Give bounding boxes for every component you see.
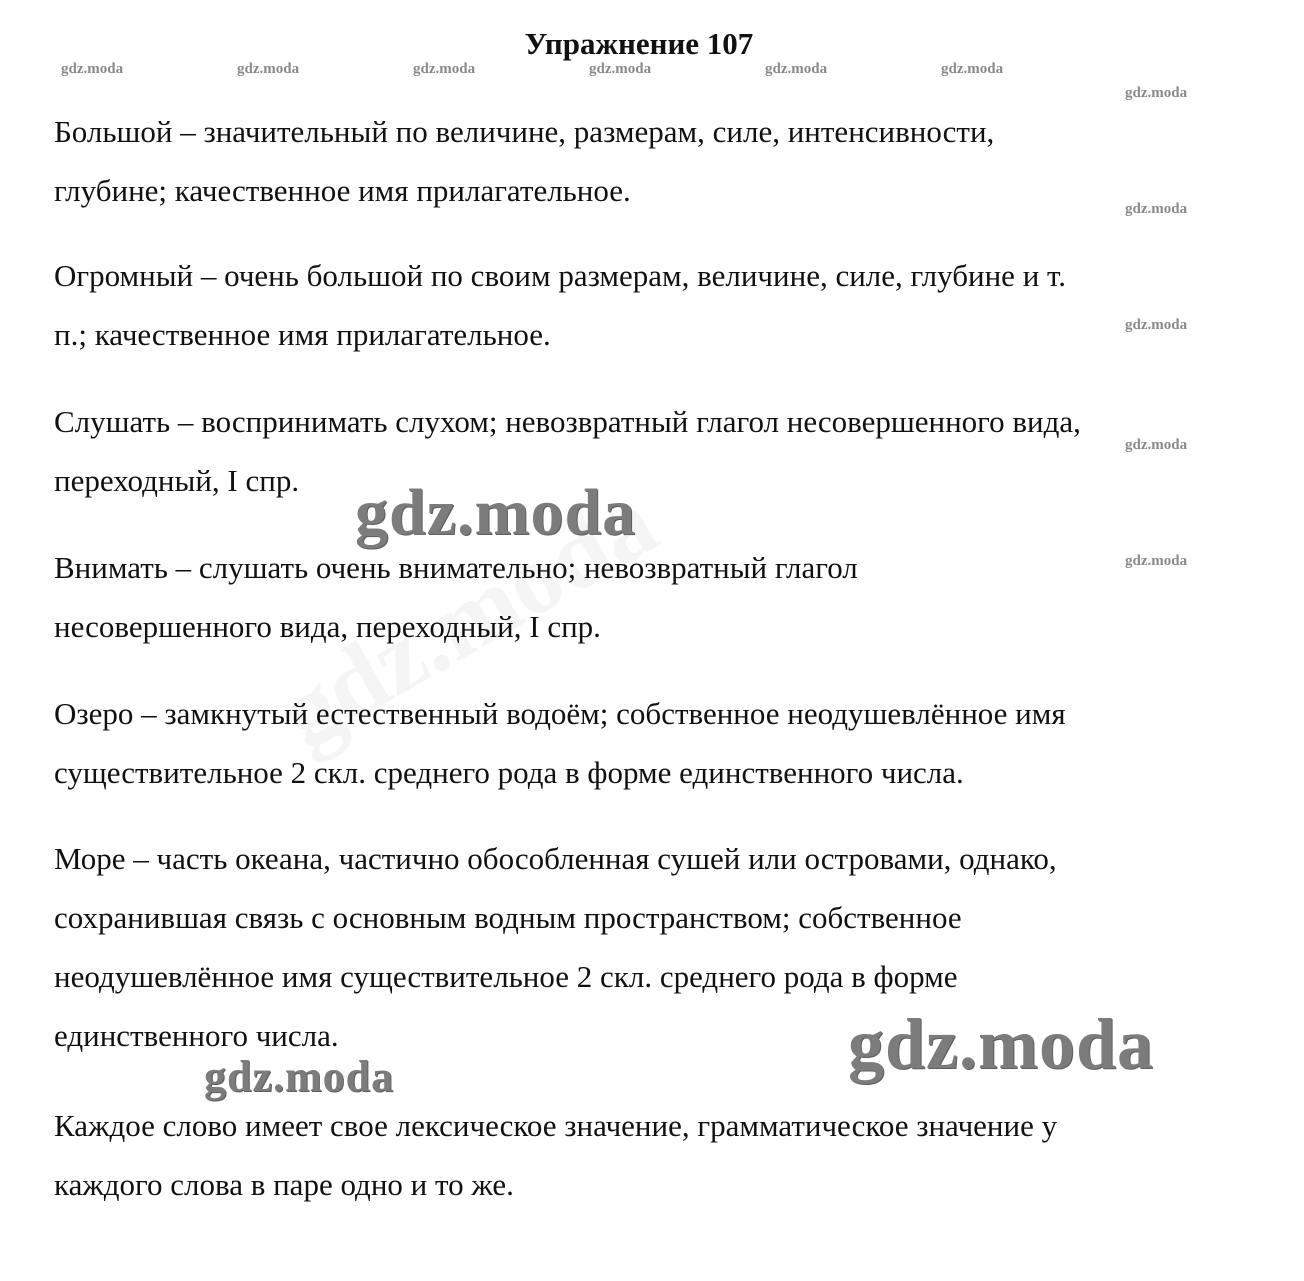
watermark-small: gdz.moda bbox=[1125, 85, 1188, 101]
paragraph bbox=[54, 392, 1254, 510]
text-line: каждого слова в паре одно и то же. bbox=[54, 1167, 514, 1202]
text-line: Море – часть океана, частично обособленная сушей или островами, однако, bbox=[54, 841, 1057, 876]
page-title: Упражнение 107 bbox=[524, 26, 754, 61]
text-line: глубине; качественное имя прилагательное. bbox=[54, 173, 631, 208]
watermark-small: gdz.moda bbox=[941, 61, 1004, 77]
text-line: Большой – значительный по величине, размерам, силе, интенсивности, bbox=[54, 114, 995, 149]
paragraph bbox=[54, 102, 1254, 220]
watermark-small: gdz.moda bbox=[413, 61, 476, 77]
watermark-small: gdz.moda bbox=[765, 61, 828, 77]
watermark-small: gdz.moda bbox=[61, 61, 124, 77]
text-line: сохранившая связь с основным водным пространством; собственное bbox=[54, 900, 962, 935]
paragraph bbox=[54, 1096, 1254, 1214]
text-line: несовершенного вида, переходный, I спр. bbox=[54, 609, 601, 644]
text-line: Каждое слово имеет свое лексическое значение, грамматическое значение у bbox=[54, 1108, 1058, 1143]
watermark-large: gdz.moda bbox=[848, 1004, 1155, 1084]
paragraph bbox=[54, 684, 1254, 802]
watermark-small: gdz.moda bbox=[1125, 437, 1188, 453]
watermark-small: gdz.moda bbox=[237, 61, 300, 77]
text-line: п.; качественное имя прилагательное. bbox=[54, 317, 551, 352]
watermark-small: gdz.moda bbox=[1125, 201, 1188, 217]
text-line: переходный, I спр. bbox=[54, 463, 300, 498]
text-line: Слушать – воспринимать слухом; невозвратный глагол несовершенного вида, bbox=[54, 404, 1081, 439]
watermark-large: gdz.moda bbox=[204, 1052, 395, 1101]
watermark-small: gdz.moda bbox=[1125, 553, 1188, 569]
text-line: Внимать – слушать очень внимательно; невозвратный глагол bbox=[54, 550, 858, 585]
text-line: неодушевлённое имя существительное 2 скл. среднего рода в форме bbox=[54, 959, 958, 994]
watermark-small: gdz.moda bbox=[589, 61, 652, 77]
text-line: Огромный – очень большой по своим размерам, величине, силе, глубине и т. bbox=[54, 258, 1066, 293]
watermark-small: gdz.moda bbox=[1125, 317, 1188, 333]
paragraph bbox=[54, 246, 1254, 364]
text-line: Озеро – замкнутый естественный водоём; собственное неодушевлённое имя bbox=[54, 696, 1066, 731]
paragraph bbox=[54, 538, 1254, 656]
text-line: существительное 2 скл. среднего рода в форме единственного числа. bbox=[54, 755, 964, 790]
watermark-large: gdz.moda bbox=[355, 476, 637, 549]
text-line: единственного числа. bbox=[54, 1018, 339, 1053]
